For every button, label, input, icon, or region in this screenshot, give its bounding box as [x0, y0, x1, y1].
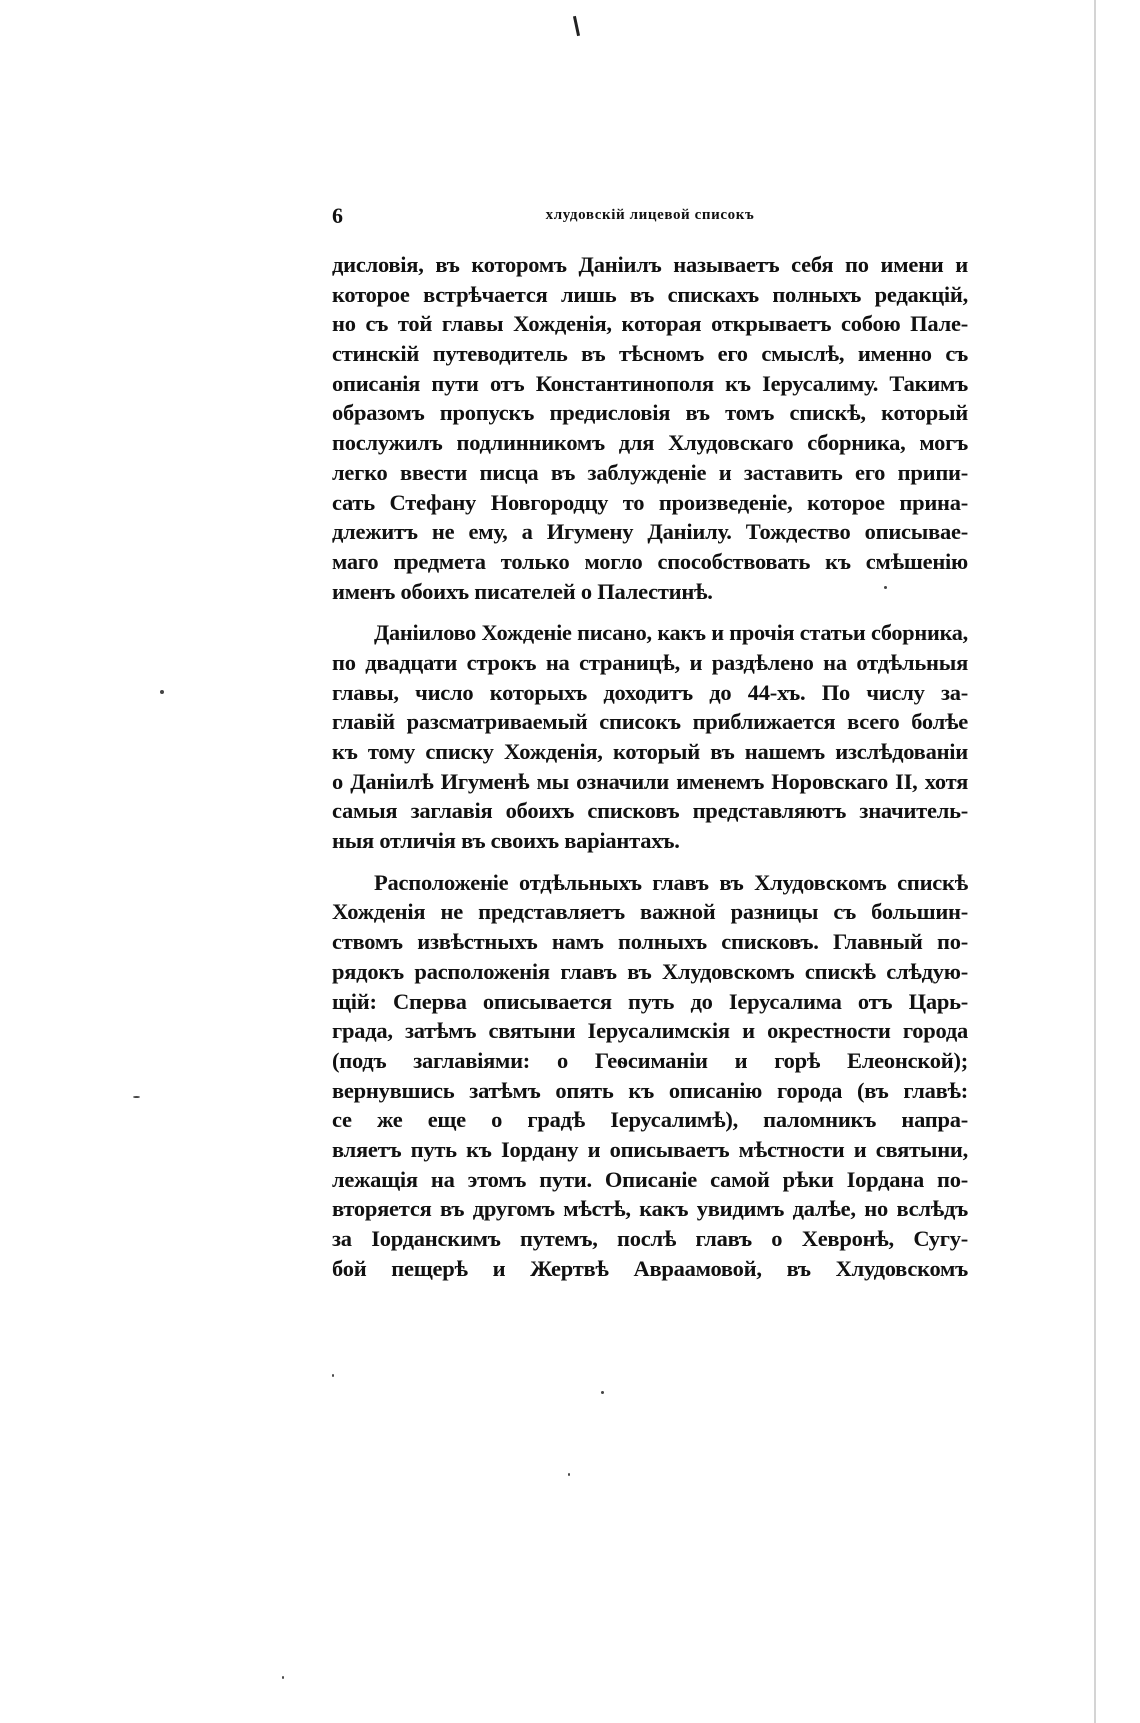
paragraph-2	[332, 618, 968, 856]
page-number: 6	[332, 203, 343, 228]
text-line: послужилъ подлинникомъ для Хлудовскаго сборника, могъ	[332, 430, 968, 456]
running-head	[332, 203, 968, 235]
scan-speck	[282, 1676, 284, 1679]
text-line: самыя заглавія обоихъ списковъ представляютъ значитель-	[332, 798, 968, 824]
running-title: хлудовскій лицевой списокъ	[545, 207, 755, 223]
scan-speck	[568, 1473, 570, 1476]
text-line: о Даніилѣ Игуменѣ мы означили именемъ Норовскаго II, хотя	[332, 768, 968, 794]
text-line: Хожденія не представляетъ важной разницы съ большин-	[332, 899, 968, 925]
text-line: образомъ пропускъ предисловія въ томъ спискѣ, который	[332, 400, 968, 426]
text-line: вляетъ путь къ Іордану и описываетъ мѣстности и святыни,	[332, 1136, 968, 1162]
page-edge-line	[1094, 0, 1096, 1723]
text-line: ствомъ извѣстныхъ намъ полныхъ списковъ. Главный по-	[332, 929, 968, 955]
text-line: (подъ заглавіями: о Геѳсиманіи и горѣ Елеонской);	[332, 1047, 968, 1073]
paragraph-1	[332, 250, 968, 606]
text-line: главій разсматриваемый списокъ приближается всего болѣе	[332, 709, 968, 735]
text-line: сать Стефану Новгородцу то произведеніе, которое прина-	[332, 489, 968, 515]
text-line: се же еще о градѣ Іерусалимѣ), паломникъ напра-	[332, 1107, 968, 1133]
text-line: описанія пути отъ Константинополя къ Іерусалиму. Такимъ	[332, 370, 968, 396]
text-line: рядокъ расположенія главъ въ Хлудовскомъ спискѣ слѣдую-	[332, 958, 968, 984]
text-line: за Іорданскимъ путемъ, послѣ главъ о Хевронѣ, Сугу-	[332, 1226, 968, 1251]
text-line: града, затѣмъ святыни Іерусалимскія и окрестности города	[332, 1018, 968, 1044]
text-line: длежитъ не ему, а Игумену Даніилу. Тождество описывае-	[332, 519, 968, 545]
text-line: ныя отличія въ своихъ варіантахъ.	[332, 828, 680, 854]
text-line: стинскій путеводитель въ тѣсномъ его смыслѣ, именно съ	[332, 341, 968, 367]
body-text	[332, 250, 968, 1283]
scan-speck	[601, 1391, 604, 1394]
text-line: Даніилово Хожденіе писано, какъ и прочія статьи сборника,	[374, 620, 968, 646]
text-line: вернувшись затѣмъ опять къ описанію города (въ главѣ:	[332, 1077, 968, 1103]
text-line: легко ввести писца въ заблужденіе и заставить его припи-	[332, 459, 968, 485]
paragraph-3	[332, 868, 968, 1284]
text-line: лежащія на этомъ пути. Описаніе самой рѣки Іордана по-	[332, 1166, 968, 1192]
text-line: маго предмета только могло способствовать къ смѣшенію	[332, 548, 968, 574]
text-line: но съ той главы Хожденія, которая открываетъ собою Пале-	[332, 311, 968, 337]
text-line: щій: Сперва описывается путь до Іерусалима отъ Царь-	[332, 988, 968, 1014]
scan-speck	[160, 690, 164, 694]
page-top-mark	[573, 16, 580, 36]
text-line: по двадцати строкъ на страницѣ, и раздѣлено на отдѣльныя	[332, 649, 968, 675]
text-line: которое встрѣчается лишь въ спискахъ полныхъ редакцій,	[332, 281, 968, 307]
scan-speck	[332, 1374, 334, 1377]
text-line: Расположеніе отдѣльныхъ главъ въ Хлудовскомъ спискѣ	[374, 869, 968, 895]
text-line: именъ обоихъ писателей о Палестинѣ.	[332, 578, 713, 604]
text-line: бой пещерѣ и Жертвѣ Авраамовой, въ Хлудовскомъ	[332, 1255, 968, 1281]
text-line: главы, число которыхъ доходитъ до 44-хъ. По числу за-	[332, 679, 968, 705]
text-line: къ тому списку Хожденія, который въ нашемъ изслѣдованіи	[332, 739, 968, 764]
text-line: вторяется въ другомъ мѣстѣ, какъ увидимъ далѣе, но вслѣдъ	[332, 1196, 968, 1222]
scan-speck	[133, 1096, 140, 1098]
text-line: дисловія, въ которомъ Даніилъ называетъ себя по имени и	[332, 252, 968, 277]
